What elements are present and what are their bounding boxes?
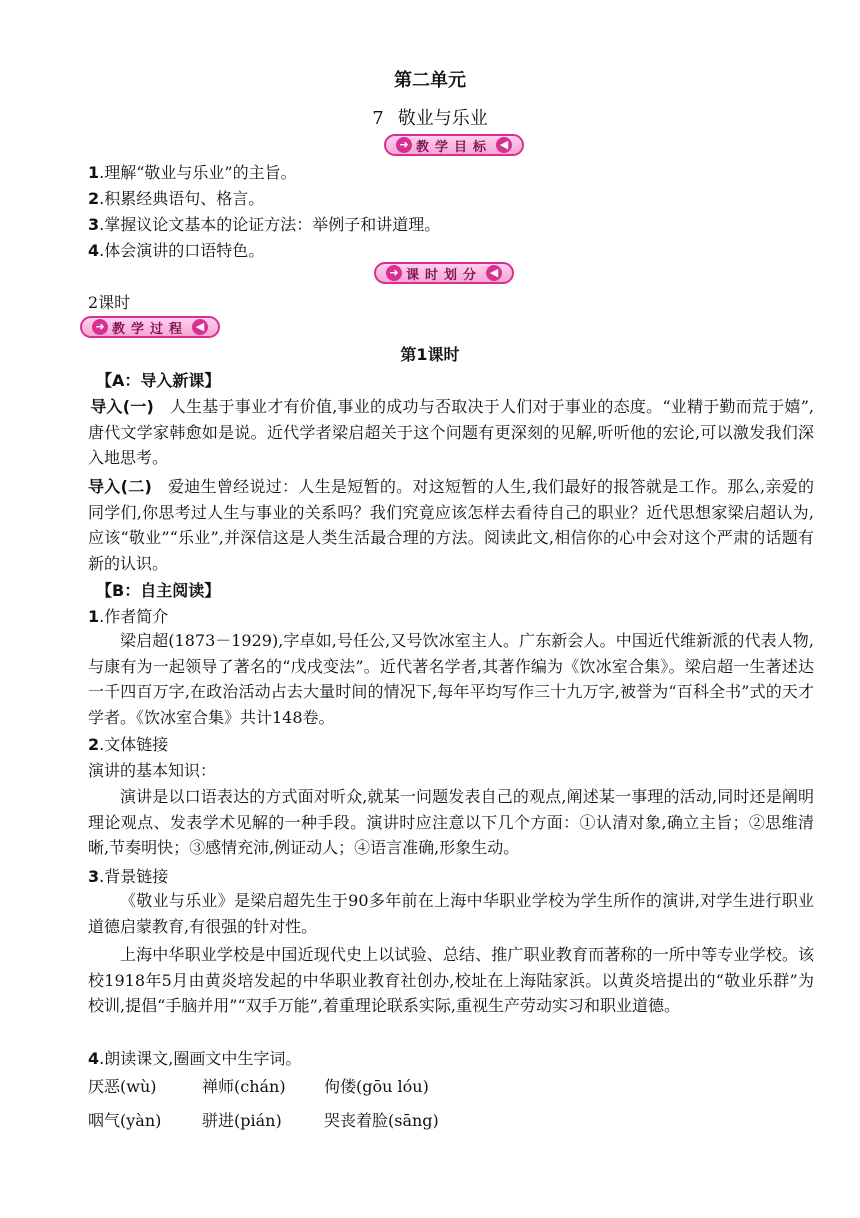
lesson-title — [0, 104, 860, 130]
arrow-left-icon: ◀ — [192, 319, 208, 335]
unit-title: 第二单元 — [394, 70, 466, 91]
lesson-number: 7 — [372, 108, 384, 129]
section-b-heading: 【B：自主阅读】 — [96, 581, 221, 600]
item-3-text-2: 上海中华职业学校是中国近现代史上以试验、总结、推广职业教育而著称的一所中等专业学校。该校1918年5月由黄炎培发起的中华职业教育社创办,校址在上海陆家浜。以黄炎培提出的“敬业乐群”为校训,提倡“手脑并用”“双手万能”,着重理论联系实际,重视生产劳动实习和职业道德。 — [88, 945, 814, 1015]
section-a-heading: 【A：导入新课】 — [96, 371, 221, 390]
arrow-left-icon: ◀ — [486, 265, 502, 281]
intro-1-label: 导入(一) — [90, 397, 154, 416]
intro-2-text: 爱迪生曾经说过：人生是短暂的。对这短暂的人生,我们最好的报答就是工作。那么,亲爱的同学们,你思考过人生与事业的关系吗？我们究竟应该怎样去看待自己的职业？近代思想家梁启超认为,应该“敬业”“乐业”,并深信这是人类生活最合理的方法。阅读此文,相信你的心中会对这个严肃的话题有新的认识。 — [88, 477, 814, 573]
badge-periods — [374, 262, 514, 284]
arrow-left-icon: ◀ — [496, 137, 512, 153]
vocab-item: 咽气(yàn) — [88, 1111, 162, 1130]
period-title: 第1课时 — [400, 345, 460, 364]
lesson-name: 敬业与乐业 — [397, 108, 488, 129]
item-1-title: 1.作者简介 — [88, 607, 169, 626]
arrow-right-icon: ➜ — [386, 265, 402, 281]
item-2-subtitle: 演讲的基本知识： — [88, 761, 217, 780]
vocab-item: 禅师(chán) — [202, 1077, 286, 1096]
badge-process — [80, 316, 220, 338]
goal-1: 1.理解“敬业与乐业”的主旨。 — [88, 163, 297, 182]
goal-4: 4.体会演讲的口语特色。 — [88, 241, 265, 260]
intro-1-text: 人生基于事业才有价值,事业的成功与否取决于人们对于事业的态度。“业精于勤而荒于嬉”,唐代文学家韩愈如是说。近代学者梁启超关于这个问题有更深刻的见解,听听他的宏论,可以激发我们深入地思考。 — [88, 397, 814, 467]
periods-text: 2课时 — [88, 293, 131, 312]
goal-2: 2.积累经典语句、格言。 — [88, 189, 265, 208]
goal-3: 3.掌握议论文基本的论证方法：举例子和讲道理。 — [88, 215, 441, 234]
item-2-text: 演讲是以口语表达的方式面对听众,就某一问题发表自己的观点,阐述某一事理的活动,同时还是阐明理论观点、发表学术见解的一种手段。演讲时应注意以下几个方面：①认清对象,确立主旨；②思维清晰,节奏明快；③感情充沛,例证动人；④语言准确,形象生动。 — [88, 787, 814, 857]
intro-2-paragraph — [88, 474, 814, 576]
vocab-item: 骈进(pián) — [202, 1111, 282, 1130]
badge-goals-label: 教学目标 — [415, 139, 492, 155]
arrow-right-icon: ➜ — [396, 137, 412, 153]
badge-process-label: 教学过程 — [111, 321, 188, 337]
item-1-text: 梁启超(1873－1929),字卓如,号任公,又号饮冰室主人。广东新会人。中国近代维新派的代表人物,与康有为一起领导了著名的“戊戌变法”。近代著名学者,其著作编为《饮冰室合集》。梁启超一生著述达一千四百万字,在政治活动占去大量时间的情况下,每年平均写作三十九万字,被誉为“百科全书”式的天才学者。《饮冰室合集》共计148卷。 — [88, 631, 814, 727]
vocab-item: 佝偻(gōu lóu) — [324, 1077, 429, 1096]
vocab-list — [88, 1074, 788, 1144]
vocab-item: 厌恶(wù) — [88, 1077, 157, 1096]
intro-1-paragraph — [88, 394, 814, 471]
item-3-text-1: 《敬业与乐业》是梁启超先生于90多年前在上海中华职业学校为学生所作的演讲,对学生进行职业道德启蒙教育,有很强的针对性。 — [88, 891, 814, 936]
item-3-title: 3.背景链接 — [88, 867, 169, 886]
vocab-item: 哭丧着脸(sāng) — [324, 1111, 439, 1130]
intro-2-label: 导入(二) — [88, 477, 152, 496]
item-4-title: 4.朗读课文,圈画文中生字词。 — [88, 1049, 302, 1068]
badge-goals — [384, 134, 524, 156]
item-2-title: 2.文体链接 — [88, 735, 169, 754]
badge-periods-label: 课时划分 — [405, 267, 482, 283]
arrow-right-icon: ➜ — [92, 319, 108, 335]
